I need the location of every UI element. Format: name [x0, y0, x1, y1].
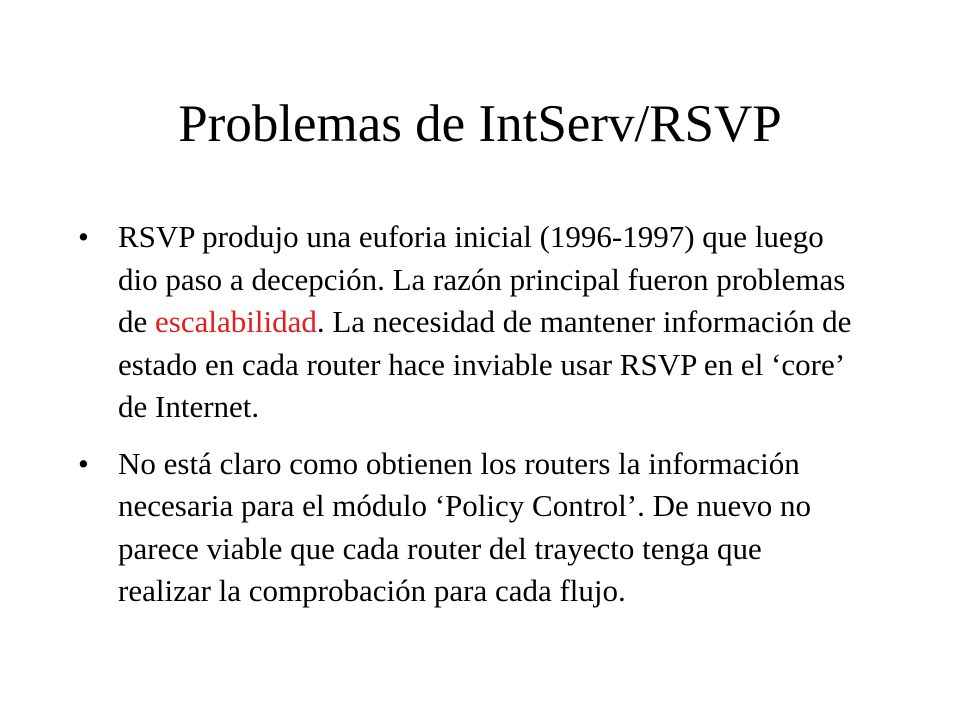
bullet-icon: •: [78, 219, 89, 254]
bullet-text-part-1: RSVP produjo una euforia inicial (1996-1997) que luego dio paso a decepción. La razón principal fueron problemas de: [118, 219, 846, 339]
highlighted-term: escalabilidad: [155, 304, 317, 339]
bullet-item-policy-control: [72, 443, 862, 613]
bullet-list: [72, 216, 862, 627]
slide-title: Problemas de IntServ/RSVP: [178, 95, 782, 153]
bullet-icon: •: [78, 445, 89, 481]
bullet-item-rsvp-euphoria: [72, 216, 862, 429]
bullet-text-part-2: . La necesidad de mantener información de estado en cada router hace inviable usar RSVP en el ‘core’ de Internet.: [118, 304, 852, 424]
bullet-text: No está claro como obtienen los routers la información necesaria para el módulo ‘Policy Control’. De nuevo no parece viable que cada router del trayecto tenga que realizar la comprobación para cada flujo.: [118, 445, 811, 608]
